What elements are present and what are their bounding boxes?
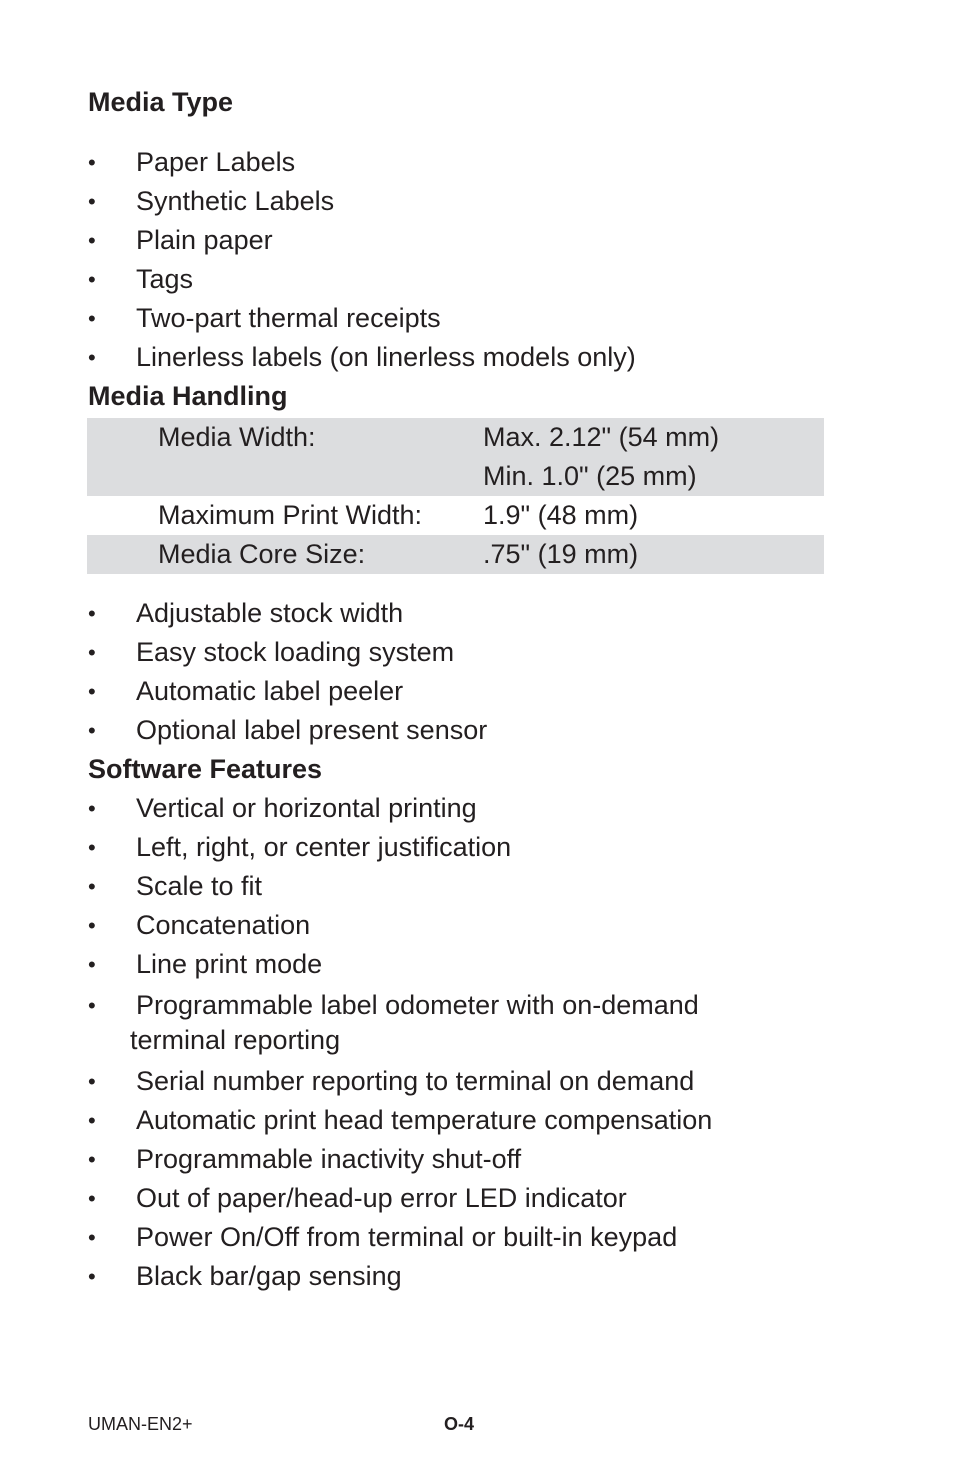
list-item-text: Programmable label odometer with on-demand	[136, 990, 699, 1020]
list-item	[88, 945, 848, 984]
list-item-text: Programmable inactivity shut-off	[136, 1144, 522, 1174]
spec-value: 1.9" (48 mm)	[483, 500, 639, 530]
media-handling-heading: Media Handling	[88, 381, 288, 411]
spec-value: .75" (19 mm)	[483, 535, 824, 574]
list-item	[88, 1140, 848, 1179]
list-item	[88, 143, 848, 182]
list-item-continuation: terminal reporting	[130, 1025, 341, 1055]
list-item-text: Vertical or horizontal printing	[136, 793, 477, 823]
bullet-glyph: •	[88, 228, 96, 253]
list-item	[88, 1179, 848, 1218]
media-type-heading: Media Type	[88, 87, 234, 117]
spec-label: Media Width:	[87, 418, 483, 457]
list-item-text: Synthetic Labels	[136, 186, 335, 216]
bullet-glyph: •	[88, 640, 96, 665]
bullet-glyph: •	[88, 267, 96, 292]
bullet-glyph: •	[88, 952, 96, 977]
list-item-text: Plain paper	[136, 225, 273, 255]
list-item	[88, 867, 848, 906]
list-item	[88, 260, 848, 299]
list-item-text: Optional label present sensor	[136, 715, 488, 745]
bullet-glyph: •	[88, 993, 96, 1018]
bullet-glyph: •	[88, 1069, 96, 1094]
software-features-list	[88, 789, 848, 1296]
list-item-text: Serial number reporting to terminal on demand	[136, 1066, 695, 1096]
bullet-glyph: •	[88, 874, 96, 899]
list-item-text: Tags	[136, 264, 194, 294]
list-item-text: Easy stock loading system	[136, 637, 455, 667]
bullet-glyph: •	[88, 1225, 96, 1250]
page-number: O-4	[444, 1414, 475, 1434]
bullet-glyph: •	[88, 1264, 96, 1289]
spec-value: Max. 2.12" (54 mm)	[483, 418, 824, 457]
list-item	[88, 633, 848, 672]
bullet-glyph: •	[88, 150, 96, 175]
list-item-text: Adjustable stock width	[136, 598, 404, 628]
bullet-glyph: •	[88, 1186, 96, 1211]
bullet-glyph: •	[88, 796, 96, 821]
software-features-heading: Software Features	[88, 754, 323, 784]
list-item-text: Left, right, or center justification	[136, 832, 512, 862]
list-item-text: Paper Labels	[136, 147, 296, 177]
media-specs-table	[87, 418, 824, 574]
list-item-text: Automatic label peeler	[136, 676, 404, 706]
table-row	[87, 418, 824, 457]
bullet-glyph: •	[88, 1147, 96, 1172]
media-handling-list	[88, 594, 848, 750]
list-item-text: Out of paper/head-up error LED indicator	[136, 1183, 627, 1213]
list-item	[88, 828, 848, 867]
list-item	[88, 789, 848, 828]
list-item-text: Power On/Off from terminal or built-in keypad	[136, 1222, 678, 1252]
bullet-glyph: •	[88, 718, 96, 743]
list-item	[88, 594, 848, 633]
spec-label: Media Core Size:	[87, 535, 483, 574]
list-item	[88, 1257, 848, 1296]
list-item	[88, 672, 848, 711]
bullet-glyph: •	[88, 306, 96, 331]
bullet-glyph: •	[88, 601, 96, 626]
table-row	[87, 496, 824, 535]
list-item-text: Concatenation	[136, 910, 311, 940]
document-code: UMAN-EN2+	[88, 1414, 193, 1434]
bullet-glyph: •	[88, 189, 96, 214]
list-item-text: Scale to fit	[136, 871, 263, 901]
bullet-glyph: •	[88, 345, 96, 370]
spec-label	[87, 457, 483, 496]
list-item	[88, 221, 848, 260]
table-row	[87, 457, 824, 496]
list-item-text: Linerless labels (on linerless models only)	[136, 342, 636, 372]
list-item-text: Two-part thermal receipts	[136, 303, 441, 333]
list-item	[88, 906, 848, 945]
table-row	[87, 535, 824, 574]
list-item	[88, 1062, 848, 1101]
list-item-text: Automatic print head temperature compensation	[136, 1105, 713, 1135]
list-item	[88, 1218, 848, 1257]
spec-value: Min. 1.0" (25 mm)	[483, 457, 824, 496]
list-item	[88, 711, 848, 750]
list-item-text: Line print mode	[136, 949, 323, 979]
list-item	[88, 299, 848, 338]
list-item-text: Black bar/gap sensing	[136, 1261, 402, 1291]
list-item	[88, 182, 848, 221]
bullet-glyph: •	[88, 835, 96, 860]
list-item	[88, 338, 848, 377]
spec-label: Maximum Print Width:	[158, 500, 423, 530]
bullet-glyph: •	[88, 913, 96, 938]
bullet-glyph: •	[88, 1108, 96, 1133]
list-item	[88, 984, 848, 1062]
bullet-glyph: •	[88, 679, 96, 704]
media-type-list	[88, 143, 848, 377]
list-item	[88, 1101, 848, 1140]
